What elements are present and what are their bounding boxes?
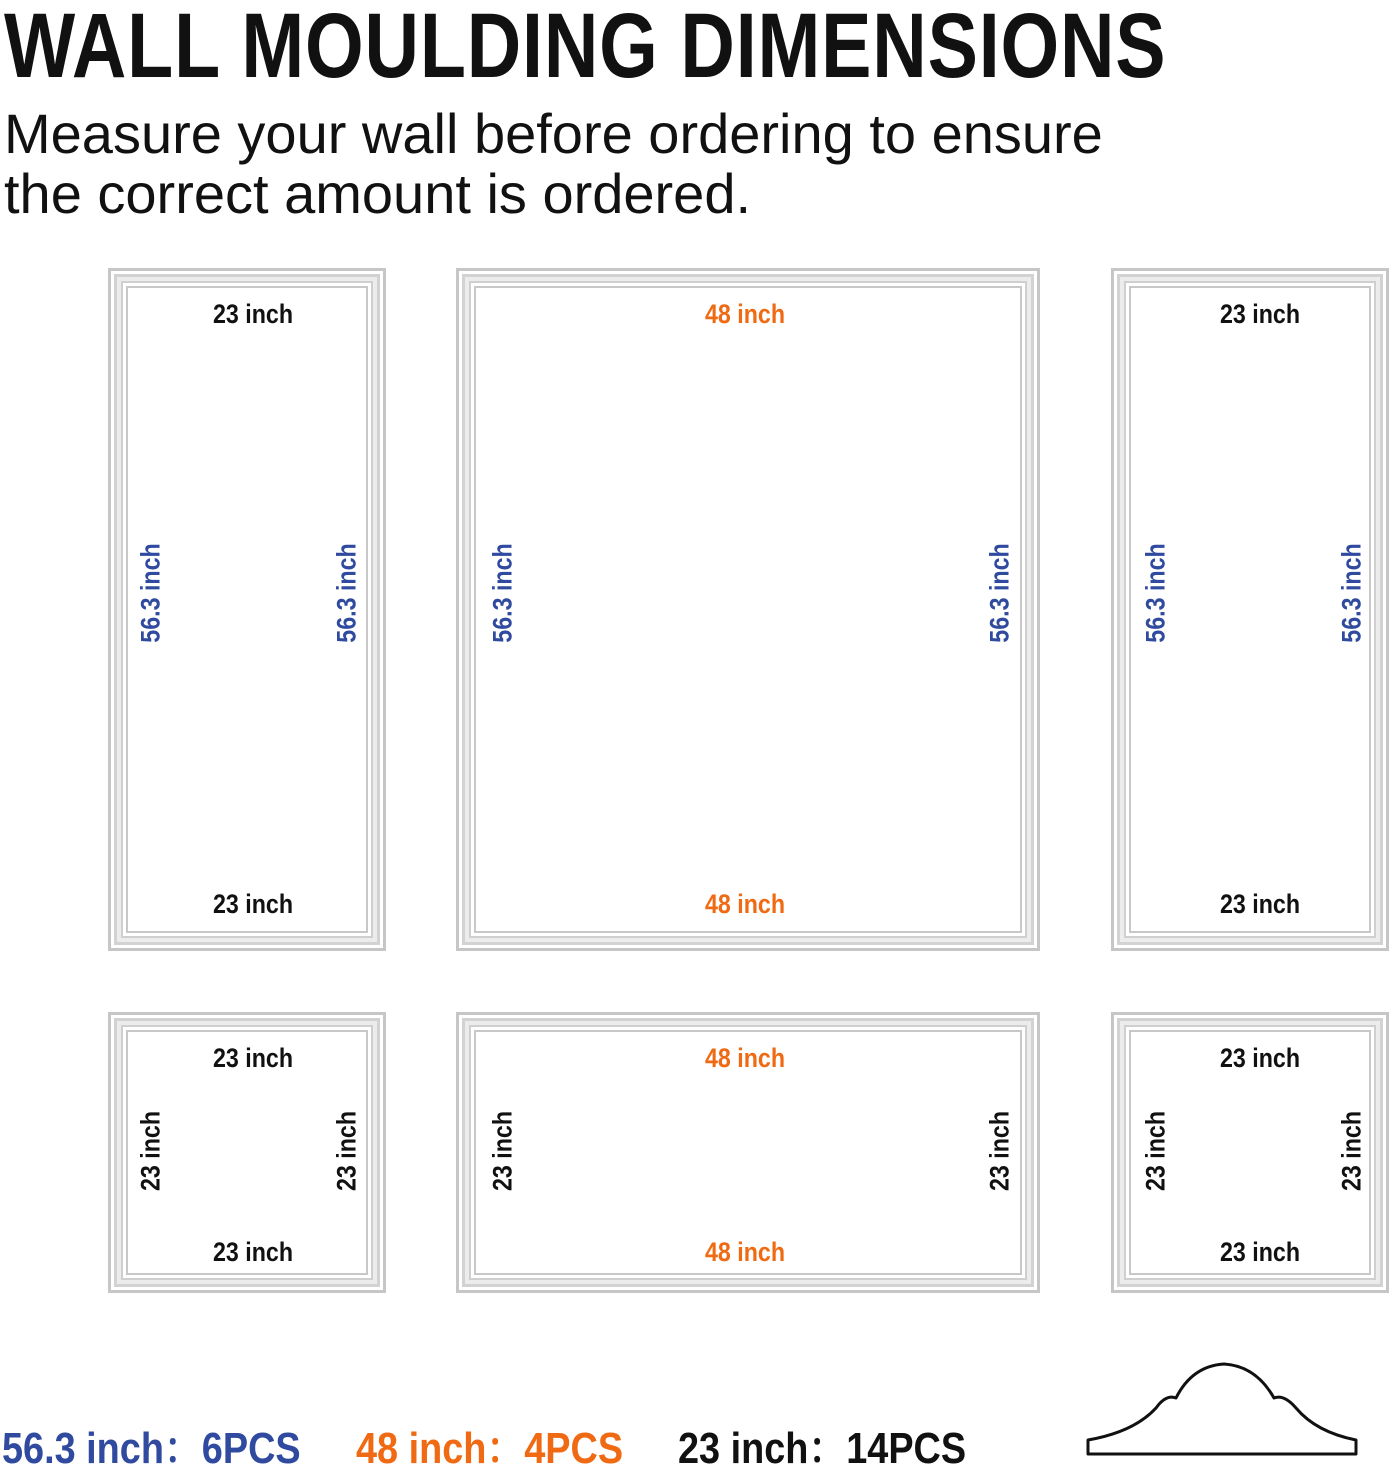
panel-top-center (456, 268, 1040, 951)
panel-top-left (108, 268, 386, 951)
label-top: 23 inch (1219, 1043, 1301, 1073)
label-top: 23 inch (1219, 299, 1301, 329)
legend-23-inch: 23 inch：14PCS (678, 1424, 967, 1473)
legend-48-inch: 48 inch：4PCS (356, 1424, 624, 1473)
label-left: 23 inch (487, 1110, 518, 1192)
label-bottom: 23 inch (1219, 1237, 1301, 1267)
panel-bottom-left (108, 1012, 386, 1293)
panel-inner (476, 288, 1020, 931)
label-bottom: 23 inch (212, 889, 294, 919)
subtitle-line-1: Measure your wall before ordering to ensure (4, 102, 1103, 165)
page-title: WALL MOULDING DIMENSIONS (4, 0, 1167, 97)
label-top: 23 inch (212, 1043, 294, 1073)
label-left: 56.3 inch (135, 543, 166, 643)
moulding-profile-icon (1084, 1356, 1364, 1465)
panel-bottom-center (456, 1012, 1040, 1293)
label-left: 23 inch (1140, 1110, 1171, 1192)
label-right: 23 inch (1336, 1110, 1367, 1192)
label-bottom: 23 inch (212, 1237, 294, 1267)
panel-top-right (1111, 268, 1389, 951)
label-top: 23 inch (212, 299, 294, 329)
panel-bottom-right (1111, 1012, 1389, 1293)
label-top: 48 inch (704, 1043, 786, 1073)
label-right: 23 inch (331, 1110, 362, 1192)
label-right: 23 inch (984, 1110, 1015, 1192)
label-right: 56.3 inch (984, 543, 1015, 643)
label-right: 56.3 inch (331, 543, 362, 643)
legend-56-inch: 56.3 inch：6PCS (2, 1424, 301, 1473)
label-top: 48 inch (704, 299, 786, 329)
page-subtitle (4, 104, 1103, 224)
label-left: 56.3 inch (487, 543, 518, 643)
subtitle-line-2: the correct amount is ordered. (4, 162, 752, 225)
label-left: 23 inch (135, 1110, 166, 1192)
label-right: 56.3 inch (1336, 543, 1367, 643)
label-bottom: 23 inch (1219, 889, 1301, 919)
label-bottom: 48 inch (704, 889, 786, 919)
label-left: 56.3 inch (1140, 543, 1171, 643)
label-bottom: 48 inch (704, 1237, 786, 1267)
